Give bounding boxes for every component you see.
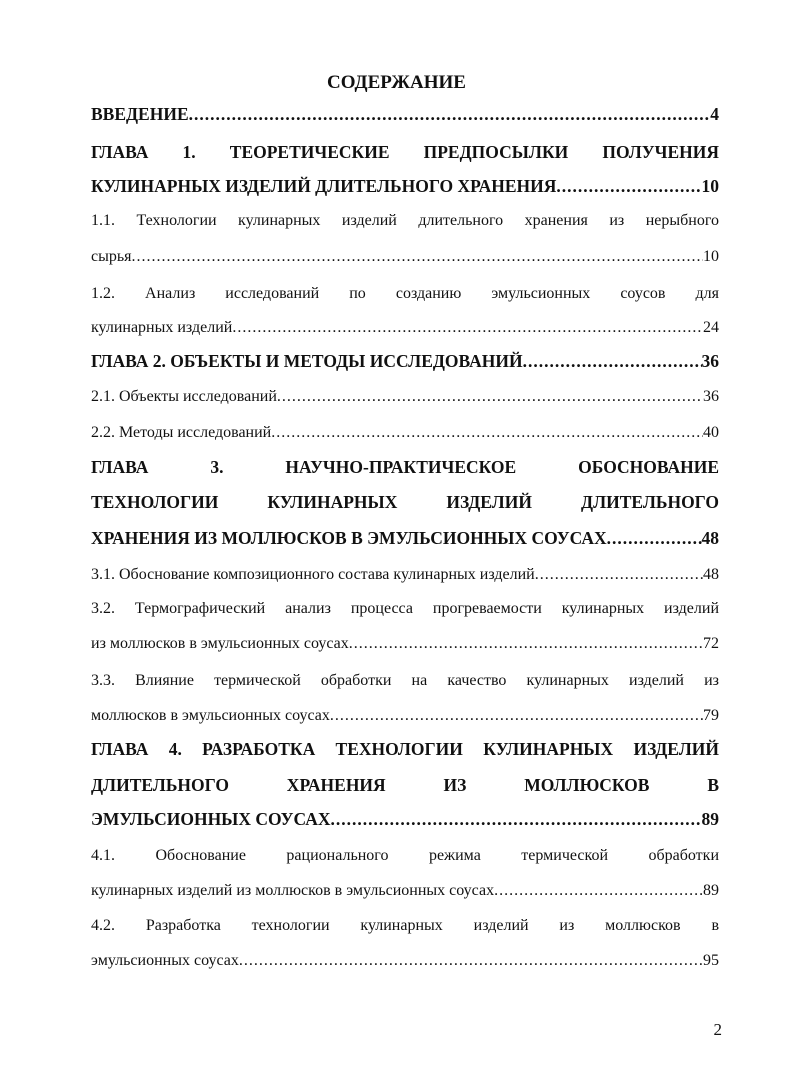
toc-page-number: 10 [701,176,719,196]
toc-leader-dots [271,422,703,444]
toc-page-number: 40 [703,424,719,441]
toc-section-3-1[interactable] [91,564,719,586]
toc-chapter-3-line-2[interactable]: ТЕХНОЛОГИИ КУЛИНАРНЫХ ИЗДЕЛИЙ ДЛИТЕЛЬНОГО [91,492,719,512]
toc-section-3-3-line-2[interactable] [91,705,719,727]
toc-chapter-4-line-1[interactable]: ГЛАВА 4. РАЗРАБОТКА ТЕХНОЛОГИИ КУЛИНАРНЫХ ИЗДЕЛИЙ [91,739,719,759]
toc-page-number: 36 [703,388,719,405]
toc-entry-text: из моллюсков в эмульсионных соусах [91,635,349,652]
toc-entry-text: эмульсионных соусах [91,952,239,969]
toc-chapter-3-line-1[interactable]: ГЛАВА 3. НАУЧНО-ПРАКТИЧЕСКОЕ ОБОСНОВАНИЕ [91,457,719,477]
toc-section-4-2-line-1[interactable]: 4.2. Разработка технологии кулинарных изделий из моллюсков в [91,917,719,934]
toc-entry-text: сырья [91,248,132,265]
toc-entry-text: ЭМУЛЬСИОННЫХ СОУСАХ [91,809,331,829]
page-title: СОДЕРЖАНИЕ [327,72,466,93]
toc-leader-dots [494,880,703,902]
toc-chapter-1-line-1[interactable]: ГЛАВА 1. ТЕОРЕТИЧЕСКИЕ ПРЕДПОСЫЛКИ ПОЛУЧЕНИЯ [91,142,719,162]
toc-section-3-2-line-1[interactable]: 3.2. Термографический анализ процесса прогреваемости кулинарных изделий [91,600,719,617]
toc-section-1-2-line-1[interactable]: 1.2. Анализ исследований по созданию эмульсионных соусов для [91,285,719,302]
toc-section-4-1-line-1[interactable]: 4.1. Обоснование рационального режима термической обработки [91,847,719,864]
toc-entry-text: ВВЕДЕНИЕ [91,104,189,124]
toc-page-number: 36 [701,351,719,371]
toc-section-1-2-line-2[interactable] [91,317,719,339]
toc-chapter-1-line-2[interactable] [91,175,719,197]
page-number: 2 [713,1020,722,1039]
toc-entry-text: ХРАНЕНИЯ ИЗ МОЛЛЮСКОВ В ЭМУЛЬСИОННЫХ СОУСАХ [91,528,607,548]
toc-section-3-3-line-1[interactable]: 3.3. Влияние термической обработки на качество кулинарных изделий из [91,672,719,689]
toc-chapter-2[interactable] [91,350,719,372]
toc-entry-text: КУЛИНАРНЫХ ИЗДЕЛИЙ ДЛИТЕЛЬНОГО ХРАНЕНИЯ [91,176,557,196]
toc-page-number: 10 [703,248,719,265]
toc-page-number: 79 [703,707,719,724]
toc-section-3-2-line-2[interactable] [91,633,719,655]
toc-leader-dots [331,808,702,830]
toc-chapter-4-line-2[interactable]: ДЛИТЕЛЬНОГО ХРАНЕНИЯ ИЗ МОЛЛЮСКОВ В [91,775,719,795]
toc-leader-dots [607,527,702,549]
toc-entry-text: ГЛАВА 2. ОБЪЕКТЫ И МЕТОДЫ ИССЛЕДОВАНИЙ [91,351,523,371]
toc-leader-dots [523,350,702,372]
toc-section-4-2-line-2[interactable] [91,950,719,972]
toc-chapter-4-line-3[interactable] [91,808,719,830]
toc-leader-dots [232,317,703,339]
toc-section-1-1-line-2[interactable] [91,246,719,268]
toc-leader-dots [189,103,711,125]
toc-leader-dots [349,633,703,655]
toc-section-1-1-line-1[interactable]: 1.1. Технологии кулинарных изделий длительного хранения из нерыбного [91,212,719,229]
toc-section-2-2[interactable] [91,422,719,444]
toc-leader-dots [277,386,703,408]
toc-entry-text: кулинарных изделий из моллюсков в эмульсионных соусах [91,882,495,899]
toc-page-number: 4 [710,104,719,124]
toc-section-4-1-line-2[interactable] [91,880,719,902]
toc-entry-text: 3.1. Обоснование композиционного состава кулинарных изделий [91,566,535,583]
toc-page-number: 89 [703,882,719,899]
toc-page-number: 72 [703,635,719,652]
toc-leader-dots [239,950,703,972]
toc-entry-text: моллюсков в эмульсионных соусах [91,707,330,724]
toc-page-number: 89 [701,809,719,829]
toc-page-number: 48 [701,528,719,548]
toc-page-number: 24 [703,319,719,336]
toc-page-number: 95 [703,952,719,969]
toc-leader-dots [132,246,703,268]
toc-leader-dots [535,564,703,586]
toc-entry-intro[interactable] [91,103,719,125]
toc-leader-dots [330,705,703,727]
toc-entry-text: 2.1. Объекты исследований [91,388,277,405]
toc-entry-text: 2.2. Методы исследований [91,424,272,441]
toc-chapter-3-line-3[interactable] [91,527,719,549]
toc-page-number: 48 [703,566,719,583]
toc-section-2-1[interactable] [91,386,719,408]
toc-entry-text: кулинарных изделий [91,319,233,336]
toc-leader-dots [556,175,701,197]
